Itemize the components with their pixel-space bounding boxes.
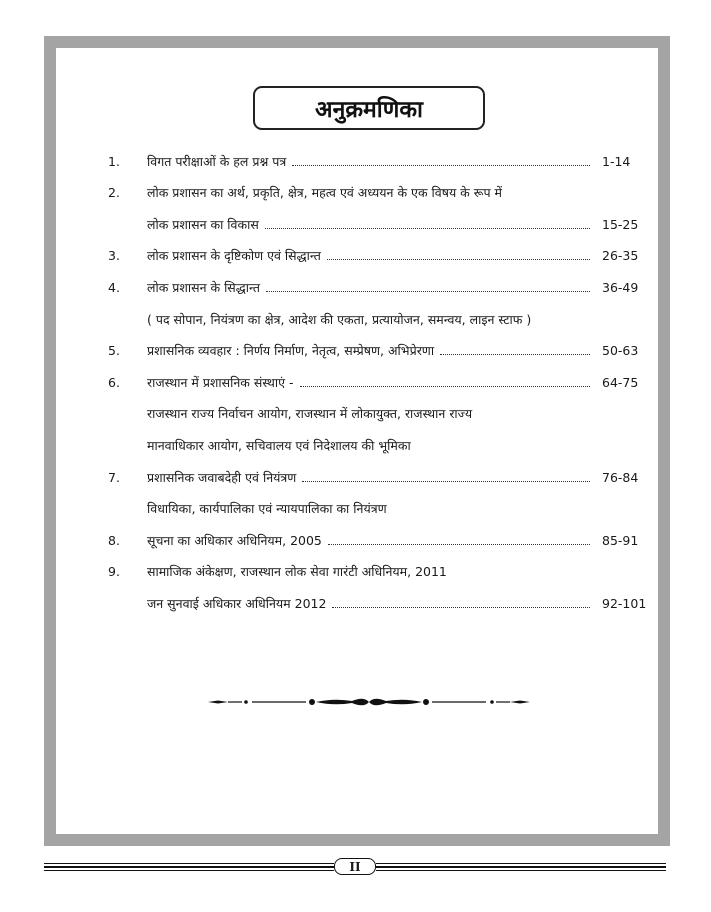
- toc-entry-title: मानवाधिकार आयोग, सचिवालय एवं निदेशालय की भूमिका: [147, 437, 411, 453]
- toc-entry-body: [147, 342, 596, 359]
- dot-leader: [332, 595, 590, 608]
- toc-entry-pages: 50-63: [602, 343, 639, 359]
- toc-entry: [56, 371, 658, 393]
- toc-entry-title: राजस्थान राज्य निर्वाचन आयोग, राजस्थान में लोकायुक्त, राजस्थान राज्य: [147, 406, 473, 422]
- dot-leader: [327, 247, 590, 260]
- toc-entry: [56, 276, 658, 298]
- dot-leader: [302, 469, 590, 482]
- dot-leader: [300, 374, 590, 387]
- toc-entry-body: [147, 437, 657, 454]
- toc-entry-title: प्रशासनिक जवाबदेही एवं नियंत्रण: [147, 469, 297, 485]
- toc-entry-title: लोक प्रशासन के दृष्टिकोण एवं सिद्धान्त: [147, 248, 321, 264]
- toc-entry-number: 2.: [108, 185, 120, 201]
- toc-entry-body: [147, 184, 657, 201]
- page-footer: [0, 854, 711, 878]
- toc-entry-body: [147, 247, 596, 264]
- toc-entry-body: [147, 405, 657, 422]
- page-frame: [44, 36, 670, 846]
- toc-entry-title: प्रशासनिक व्यवहार : निर्णय निर्माण, नेतृत्व, सम्प्रेषण, अभिप्रेरणा: [147, 343, 435, 359]
- page-number: II: [334, 858, 376, 875]
- toc-entry-pages: 64-75: [602, 374, 639, 390]
- dot-leader: [440, 342, 590, 355]
- toc-entry-title: सामाजिक अंकेक्षण, राजस्थान लोक सेवा गारंटी अधिनियम, 2011: [147, 564, 447, 580]
- dot-leader: [328, 532, 590, 545]
- toc-entry: [56, 340, 658, 362]
- page-sheet: [56, 48, 658, 834]
- toc-entry-body: [147, 374, 596, 391]
- toc-entry-pages: 15-25: [602, 216, 639, 232]
- toc-entry-body: [147, 595, 596, 612]
- dot-leader: [266, 279, 590, 292]
- dot-leader: [292, 153, 590, 166]
- toc-entry: [56, 466, 658, 488]
- toc-entry-continuation: [56, 308, 658, 330]
- toc-entry-title: ( पद सोपान, नियंत्रण का क्षेत्र, आदेश की एकता, प्रत्यायोजन, समन्वय, लाइन स्टाफ ): [147, 311, 532, 327]
- toc-entry-number: 8.: [108, 532, 120, 548]
- dot-leader: [265, 216, 590, 229]
- toc-entry-body: [147, 153, 596, 170]
- toc-entry: [56, 182, 658, 204]
- page-title: अनुक्रमणिका: [253, 86, 485, 130]
- toc-entry-title: लोक प्रशासन का विकास: [147, 216, 259, 232]
- toc-entry-title: सूचना का अधिकार अधिनियम, 2005: [147, 532, 322, 548]
- toc-entry-body: [147, 279, 596, 296]
- toc-entry-number: 6.: [108, 374, 120, 390]
- toc-entry: [56, 529, 658, 551]
- toc-entry-pages: 85-91: [602, 532, 639, 548]
- toc-entry-pages: 92-101: [602, 595, 647, 611]
- toc-entry-number: 3.: [108, 248, 120, 264]
- toc-entry-pages: 36-49: [602, 279, 639, 295]
- toc-entry-title: लोक प्रशासन के सिद्धान्त: [147, 279, 260, 295]
- toc-entry: [56, 150, 658, 172]
- toc-entry: [56, 245, 658, 267]
- toc-entry-number: 5.: [108, 343, 120, 359]
- toc-entry-number: 9.: [108, 564, 120, 580]
- toc-entry-body: [147, 532, 596, 549]
- toc-entry-pages: 26-35: [602, 248, 639, 264]
- toc-entry-pages: 76-84: [602, 469, 639, 485]
- toc-entry-title: लोक प्रशासन का अर्थ, प्रकृति, क्षेत्र, महत्व एवं अध्ययन के एक विषय के रूप में: [147, 185, 502, 201]
- toc-entry-title: राजस्थान में प्रशासनिक संस्थाएं -: [147, 374, 294, 390]
- toc-entry-body: [147, 563, 657, 580]
- toc-entry-title: जन सुनवाई अधिकार अधिनियम 2012: [147, 595, 327, 611]
- toc-entry-number: 1.: [108, 153, 120, 169]
- toc-entry-title: विगत परीक्षाओं के हल प्रश्न पत्र: [147, 153, 287, 169]
- toc-entry-continuation: [56, 434, 658, 456]
- toc-entry-pages: 1-14: [602, 153, 631, 169]
- toc-entry-title: विधायिका, कार्यपालिका एवं न्यायपालिका का नियंत्रण: [147, 501, 387, 517]
- toc-entry: [56, 561, 658, 583]
- toc-entry-number: 4.: [108, 279, 120, 295]
- toc-entry-continuation: [56, 592, 658, 614]
- toc-entry-body: [147, 500, 657, 517]
- toc-entry-continuation: [56, 213, 658, 235]
- toc-entry-number: 7.: [108, 469, 120, 485]
- divider-ornament: [204, 690, 534, 714]
- toc-entry-continuation: [56, 403, 658, 425]
- toc-entry-continuation: [56, 498, 658, 520]
- toc-entry-body: [147, 311, 657, 328]
- toc-entry-body: [147, 216, 596, 233]
- toc-entry-body: [147, 469, 596, 486]
